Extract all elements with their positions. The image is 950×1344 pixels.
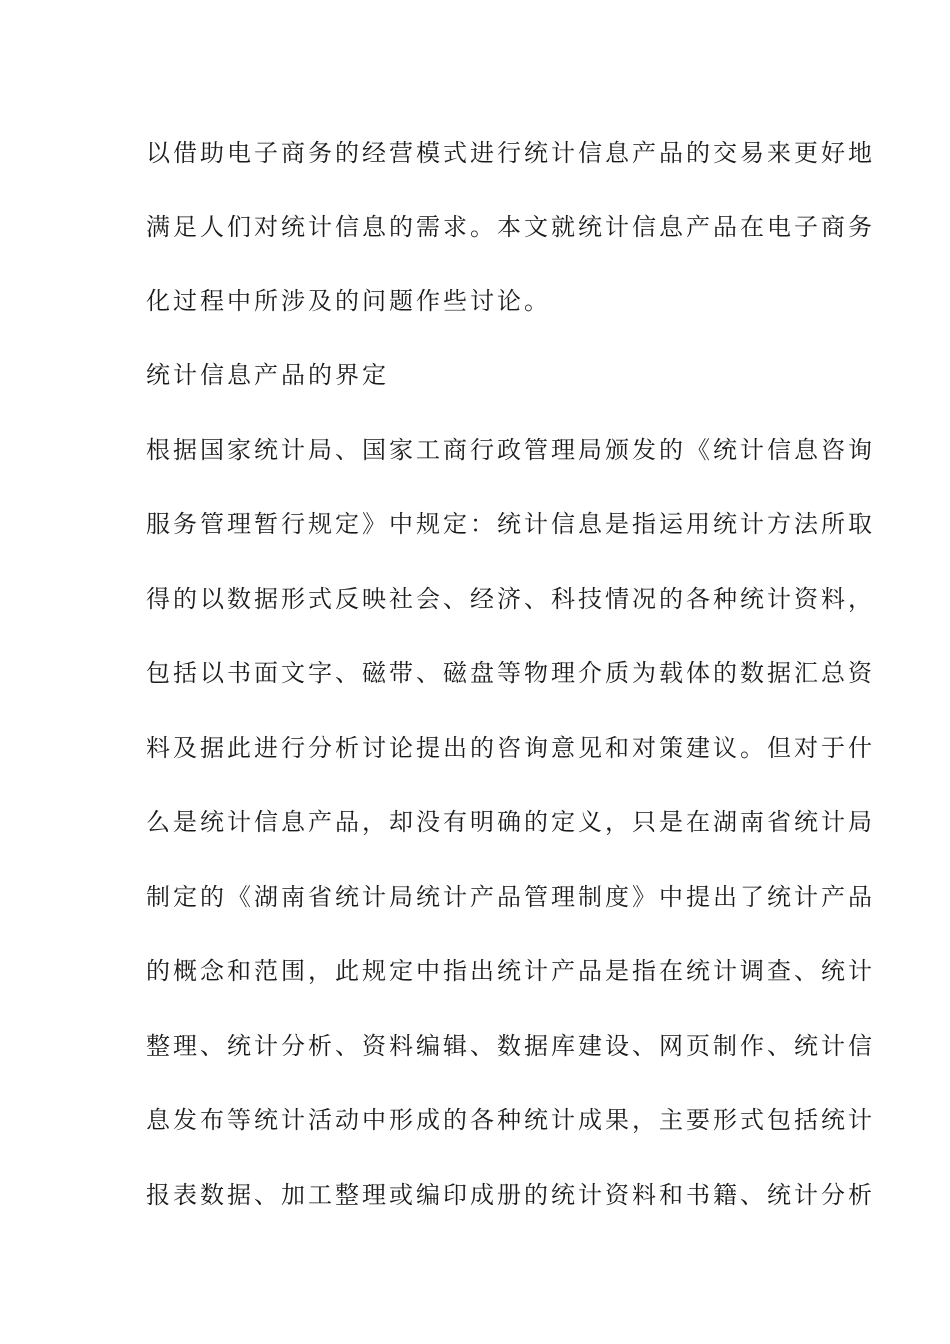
- paragraph-line: 整理、统计分析、资料编辑、数据库建设、网页制作、统计信: [146, 1032, 875, 1060]
- paragraph-line: 的概念和范围，此规定中指出统计产品是指在统计调查、统计: [146, 957, 875, 985]
- paragraph-line: 料及据此进行分析讨论提出的咨询意见和对策建议。但对于什: [146, 734, 875, 762]
- paragraph-line: 么是统计信息产品，却没有明确的定义，只是在湖南省统计局: [146, 808, 875, 836]
- paragraph-line: 满足人们对统计信息的需求。本文就统计信息产品在电子商务: [146, 213, 875, 241]
- paragraph-line: 以借助电子商务的经营模式进行统计信息产品的交易来更好地: [146, 139, 875, 167]
- paragraph-line: 制定的《湖南省统计局统计产品管理制度》中提出了统计产品: [146, 883, 875, 911]
- paragraph-line: 化过程中所涉及的问题作些讨论。: [146, 287, 551, 315]
- paragraph-line: 根据国家统计局、国家工商行政管理局颁发的《统计信息咨询: [146, 436, 875, 464]
- paragraph-line: 息发布等统计活动中形成的各种统计成果，主要形式包括统计: [146, 1106, 875, 1134]
- section-heading: 统计信息产品的界定: [146, 361, 389, 389]
- paragraph-line: 包括以书面文字、磁带、磁盘等物理介质为载体的数据汇总资: [146, 659, 875, 687]
- paragraph-line: 服务管理暂行规定》中规定：统计信息是指运用统计方法所取: [146, 510, 875, 538]
- paragraph-line: 报表数据、加工整理或编印成册的统计资料和书籍、统计分析: [146, 1181, 875, 1209]
- paragraph-line: 得的以数据形式反映社会、经济、科技情况的各种统计资料，: [146, 585, 875, 613]
